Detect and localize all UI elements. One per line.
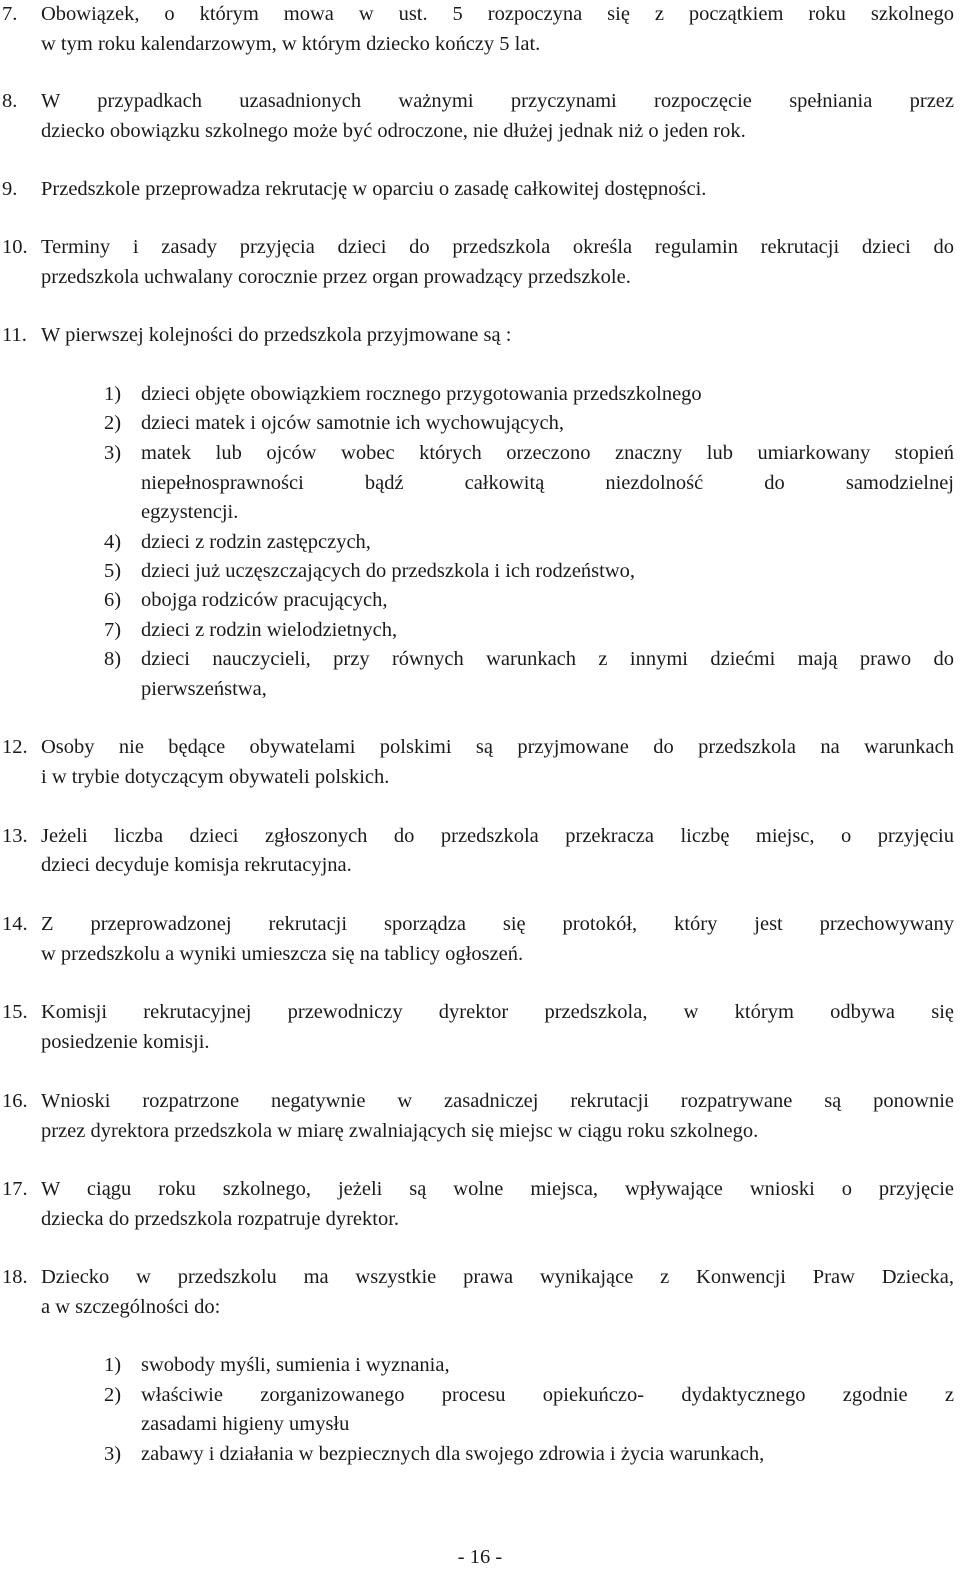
subitem-text-line: zabawy i działania w bezpiecznych dla swojego zdrowia i życia warunkach, <box>141 1443 765 1465</box>
subitem-text-line: dzieci z rodzin wielodzietnych, <box>141 619 398 641</box>
item-text-line: Jeżeli liczba dzieci zgłoszonych do przedszkola przekracza liczbę miejsc, o przyjęciu <box>41 825 954 847</box>
item-text-line: dziecko obowiązku szkolnego może być odroczone, nie dłużej jednak niż o jeden rok. <box>41 120 746 142</box>
item-text-line: w tym roku kalendarzowym, w którym dziecko kończy 5 lat. <box>41 33 541 55</box>
subitem-text-line: obojga rodziców pracujących, <box>141 589 388 611</box>
item-text-line: W pierwszej kolejności do przedszkola przyjmowane są : <box>41 324 512 346</box>
item-text-line: Obowiązek, o którym mowa w ust. 5 rozpoczyna się z początkiem roku szkolnego <box>41 3 954 25</box>
subitem-number: 8) <box>104 648 122 670</box>
subitem-text-line: dzieci matek i ojców samotnie ich wychowujących, <box>141 412 564 434</box>
item-number: 10. <box>2 236 28 258</box>
item-number: 7. <box>2 3 18 25</box>
item-text-line: i w trybie dotyczącym obywateli polskich. <box>41 766 390 788</box>
subitem-number: 1) <box>104 383 122 405</box>
subitem-text-line: matek lub ojców wobec których orzeczono znaczny lub umiarkowany stopień <box>141 442 954 464</box>
subitem-text-line: właściwie zorganizowanego procesu opiekuńczo- dydaktycznego zgodnie z <box>141 1384 954 1406</box>
subitem-number: 1) <box>104 1354 122 1376</box>
subitem-text-line: dzieci z rodzin zastępczych, <box>141 531 371 553</box>
item-text-line: Terminy i zasady przyjęcia dzieci do przedszkola określa regulamin rekrutacji dzieci do <box>41 236 954 258</box>
subitem-text-line: dzieci już uczęszczających do przedszkola i ich rodzeństwo, <box>141 560 636 582</box>
subitem-number: 2) <box>104 1384 122 1406</box>
subitem-number: 3) <box>104 1443 122 1465</box>
item-number: 8. <box>2 90 18 112</box>
item-number: 18. <box>2 1266 28 1288</box>
subitem-text-line: egzystencji. <box>141 501 239 523</box>
item-text-line: w przedszkolu a wyniki umieszcza się na tablicy ogłoszeń. <box>41 943 524 965</box>
subitem-text-line: zasadami higieny umysłu <box>141 1413 350 1435</box>
subitem-text-line: niepełnosprawności bądź całkowitą niezdolność do samodzielnej <box>141 472 954 494</box>
item-number: 13. <box>2 825 28 847</box>
subitem-number: 6) <box>104 589 122 611</box>
item-number: 17. <box>2 1178 28 1200</box>
subitem-text-line: dzieci objęte obowiązkiem rocznego przygotowania przedszkolnego <box>141 383 702 405</box>
item-text-line: Komisji rekrutacyjnej przewodniczy dyrektor przedszkola, w którym odbywa się <box>41 1001 954 1023</box>
subitem-number: 4) <box>104 531 122 553</box>
subitem-text-line: pierwszeństwa, <box>141 678 267 700</box>
subitem-number: 5) <box>104 560 122 582</box>
item-text-line: W przypadkach uzasadnionych ważnymi przyczynami rozpoczęcie spełniania przez <box>41 90 954 112</box>
item-number: 11. <box>2 324 27 346</box>
item-text-line: a w szczególności do: <box>41 1296 221 1318</box>
item-text-line: Przedszkole przeprowadza rekrutację w oparciu o zasadę całkowitej dostępności. <box>41 178 707 200</box>
item-number: 12. <box>2 736 28 758</box>
item-number: 15. <box>2 1001 28 1023</box>
subitem-number: 7) <box>104 619 122 641</box>
item-number: 16. <box>2 1090 28 1112</box>
page-number: - 16 - <box>457 1546 503 1568</box>
item-text-line: Dziecko w przedszkolu ma wszystkie prawa wynikające z Konwencji Praw Dziecka, <box>41 1266 954 1288</box>
item-number: 9. <box>2 178 18 200</box>
item-text-line: przedszkola uchwalany corocznie przez organ prowadzący przedszkole. <box>41 266 631 288</box>
item-text-line: Osoby nie będące obywatelami polskimi są przyjmowane do przedszkola na warunkach <box>41 736 954 758</box>
subitem-number: 2) <box>104 412 122 434</box>
item-text-line: Wnioski rozpatrzone negatywnie w zasadniczej rekrutacji rozpatrywane są ponownie <box>41 1090 954 1112</box>
subitem-text-line: swobody myśli, sumienia i wyznania, <box>141 1354 450 1376</box>
subitem-text-line: dzieci nauczycieli, przy równych warunkach z innymi dziećmi mają prawo do <box>141 648 954 670</box>
subitem-number: 3) <box>104 442 122 464</box>
item-text-line: przez dyrektora przedszkola w miarę zwalniających się miejsc w ciągu roku szkolnego. <box>41 1120 759 1142</box>
item-text-line: Z przeprowadzonej rekrutacji sporządza się protokół, który jest przechowywany <box>41 913 954 935</box>
item-text-line: W ciągu roku szkolnego, jeżeli są wolne miejsca, wpływające wnioski o przyjęcie <box>41 1178 954 1200</box>
item-number: 14. <box>2 913 28 935</box>
item-text-line: dzieci decyduje komisja rekrutacyjna. <box>41 854 352 876</box>
item-text-line: dziecka do przedszkola rozpatruje dyrektor. <box>41 1208 400 1230</box>
item-text-line: posiedzenie komisji. <box>41 1031 210 1053</box>
